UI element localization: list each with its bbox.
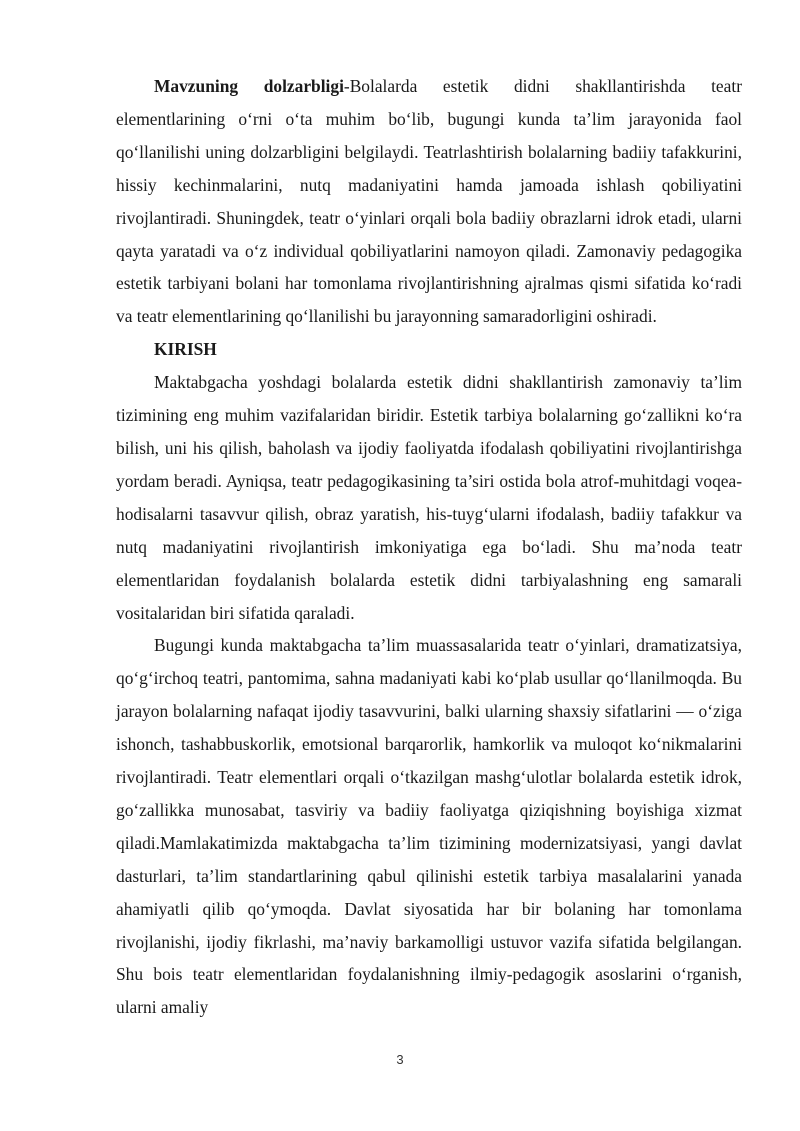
body-paragraph: Maktabgacha yoshdagi bolalarda estetik didni shakllantirish zamonaviy ta’lim tizimining eng muhim vazifalaridan biridir. Estetik tarbiya bolalarning go‘zallikni ko‘ra bilish, uni his qilish, baholash va ijodiy faoliyatda ifodalash qobiliyatini rivojlantirishga yordam beradi. Ayniqsa, teatr pedagogikasining ta’siri ostida bola atrof-muhitdagi voqea-hodisalarni tasavvur qilish, obraz yaratish, his-tuyg‘ularni ifodalash, badiiy tafakkur va nutq madaniyatini rivojlantirish imkoniyatiga ega bo‘ladi. Shu ma’noda teatr elementlaridan foydalanish bolalarda estetik didni tarbiyalashning eng samarali vositalaridan biri sifatida qaraladi. bbox=[116, 372, 742, 623]
document-page bbox=[116, 70, 742, 1024]
page-number: 3 bbox=[396, 1052, 404, 1067]
section-heading: KIRISH bbox=[154, 339, 217, 360]
relevance-text: -Bolalarda estetik didni shakllantirishda teatr elementlarining o‘rni o‘ta muhim bo‘lib, bugungi kunda ta’lim jarayonida faol qo‘llanilishi uning dolzarbligini belgilaydi. Teatrlashtirish bolalarning badiiy tafakkurini, hissiy kechinmalarini, nutq madaniyatini hamda jamoada ishlash qobiliyatini rivojlantiradi. Shuningdek, teatr o‘yinlari orqali bola badiiy obrazlarni idrok etadi, ularni qayta yaratadi va o‘z individual qobiliyatlarini namoyon qiladi. Zamonaviy pedagogika estetik tarbiyani bolani har tomonlama rivojlantirishning ajralmas qismi sifatida ko‘radi va teatr elementlarining qo‘llanilishi bu jarayonning samaradorligini oshiradi. bbox=[116, 76, 742, 327]
relevance-label: Mavzuning dolzarbligi bbox=[154, 76, 344, 96]
relevance-paragraph bbox=[116, 70, 742, 333]
body-paragraph: Bugungi kunda maktabgacha ta’lim muassasalarida teatr o‘yinlari, dramatizatsiya, qo‘g‘irchoq teatri, pantomima, sahna madaniyati kabi ko‘plab usullar qo‘llanilmoqda. Bu jarayon bolalarning nafaqat ijodiy tasavvurini, balki ularning shaxsiy sifatlarini — o‘ziga ishonch, tashabbuskorlik, emotsional barqarorlik, hamkorlik va muloqot ko‘nikmalarini rivojlantiradi. Teatr elementlari orqali o‘tkazilgan mashg‘ulotlar bolalarda estetik idrok, go‘zallikka munosabat, tasviriy va badiiy faoliyatga qiziqishning boyishiga xizmat qiladi.Mamlakatimizda maktabgacha ta’lim tizimining modernizatsiyasi, yangi davlat dasturlari, ta’lim standartlarining qabul qilinishi estetik tarbiya masalalarini yanada ahamiyatli qilib qo‘ymoqda. Davlat siyosatida har bir bolaning har tomonlama rivojlanishi, ijodiy fikrlashi, ma’naviy barkamolligi ustuvor vazifa sifatida belgilangan. Shu bois teatr elementlaridan foydalanishning ilmiy-pedagogik asoslarini o‘rganish, ularni amaliy bbox=[116, 635, 742, 1018]
